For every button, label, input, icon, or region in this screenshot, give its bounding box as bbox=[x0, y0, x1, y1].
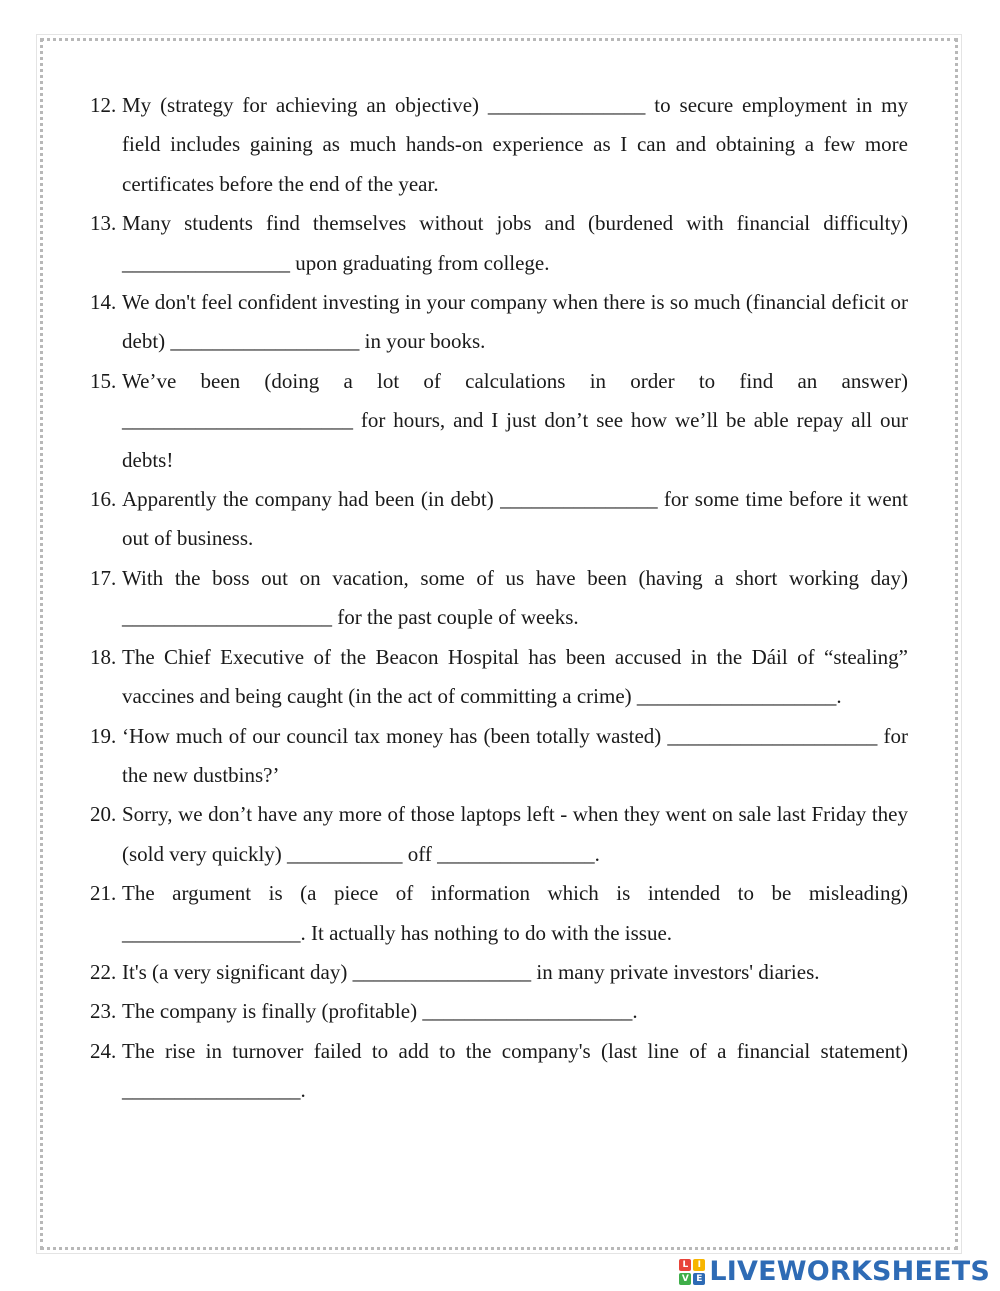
worksheet-content bbox=[90, 86, 908, 1111]
question-number: 14. bbox=[90, 290, 117, 315]
question-item bbox=[90, 795, 908, 874]
question-number: 17. bbox=[90, 565, 117, 590]
question-text: With the boss out on vacation, some of us have been (having a short working day) ____________________ for the past couple of weeks. bbox=[122, 565, 908, 630]
question-number: 24. bbox=[90, 1038, 117, 1063]
question-number: 19. bbox=[90, 723, 117, 748]
question-item bbox=[90, 480, 908, 559]
logo-text: LIVEWORKSHEETS bbox=[709, 1256, 990, 1287]
logo-cell: E bbox=[693, 1273, 705, 1285]
question-text: ‘How much of our council tax money has (been totally wasted) ____________________ for the new dustbins?’ bbox=[122, 723, 908, 787]
question-number: 16. bbox=[90, 487, 117, 512]
question-text: The argument is (a piece of information which is intended to be misleading) _________________. It actually has nothing to do with the issue. bbox=[122, 881, 908, 945]
question-item bbox=[90, 874, 908, 953]
question-text: My (strategy for achieving an objective) _______________ to secure employment in my field includes gaining as much hands-on experience as I can and obtaining a few more certificates before the end of the year. bbox=[122, 93, 908, 196]
question-item bbox=[90, 953, 908, 992]
logo-cell: I bbox=[693, 1259, 705, 1271]
logo-mark-icon bbox=[679, 1259, 705, 1285]
question-number: 12. bbox=[90, 93, 117, 117]
question-text: It's (a very significant day) _________________ in many private investors' diaries. bbox=[122, 959, 820, 984]
question-text: Many students find themselves without jobs and (burdened with financial difficulty) ________________ upon graduating from college. bbox=[122, 211, 908, 275]
question-item bbox=[90, 559, 908, 638]
liveworksheets-logo[interactable] bbox=[679, 1257, 990, 1287]
question-text: Sorry, we don’t have any more of those laptops left - when they went on sale last Friday they (sold very quickly) ___________ off _______________. bbox=[122, 802, 908, 866]
question-number: 15. bbox=[90, 368, 117, 393]
question-text: The company is finally (profitable) ____________________. bbox=[122, 999, 638, 1024]
question-item bbox=[90, 992, 908, 1031]
question-text: We’ve been (doing a lot of calculations in order to find an answer) ______________________ for hours, and I just don’t see how we’ll be able repay all our debts! bbox=[122, 368, 908, 472]
question-number: 23. bbox=[90, 999, 117, 1024]
question-item bbox=[90, 717, 908, 796]
question-number: 13. bbox=[90, 211, 117, 236]
question-item bbox=[90, 362, 908, 480]
question-item bbox=[90, 283, 908, 362]
question-text: The Chief Executive of the Beacon Hospital has been accused in the Dáil of “stealing” vaccines and being caught (in the act of committing a crime) ___________________. bbox=[122, 644, 908, 709]
question-item bbox=[90, 86, 908, 204]
logo-cell: V bbox=[679, 1273, 691, 1285]
question-item bbox=[90, 204, 908, 283]
question-number: 21. bbox=[90, 881, 117, 906]
question-number: 22. bbox=[90, 959, 117, 984]
logo-cell: L bbox=[679, 1259, 691, 1271]
question-item bbox=[90, 1032, 908, 1111]
question-number: 20. bbox=[90, 802, 117, 827]
question-item bbox=[90, 638, 908, 717]
question-text: We don't feel confident investing in your company when there is so much (financial deficit or debt) __________________ in your books. bbox=[122, 290, 908, 354]
question-text: The rise in turnover failed to add to the company's (last line of a financial statement) _________________. bbox=[122, 1038, 908, 1103]
question-number: 18. bbox=[90, 644, 117, 669]
question-text: Apparently the company had been (in debt) _______________ for some time before it went out of business. bbox=[122, 487, 908, 551]
